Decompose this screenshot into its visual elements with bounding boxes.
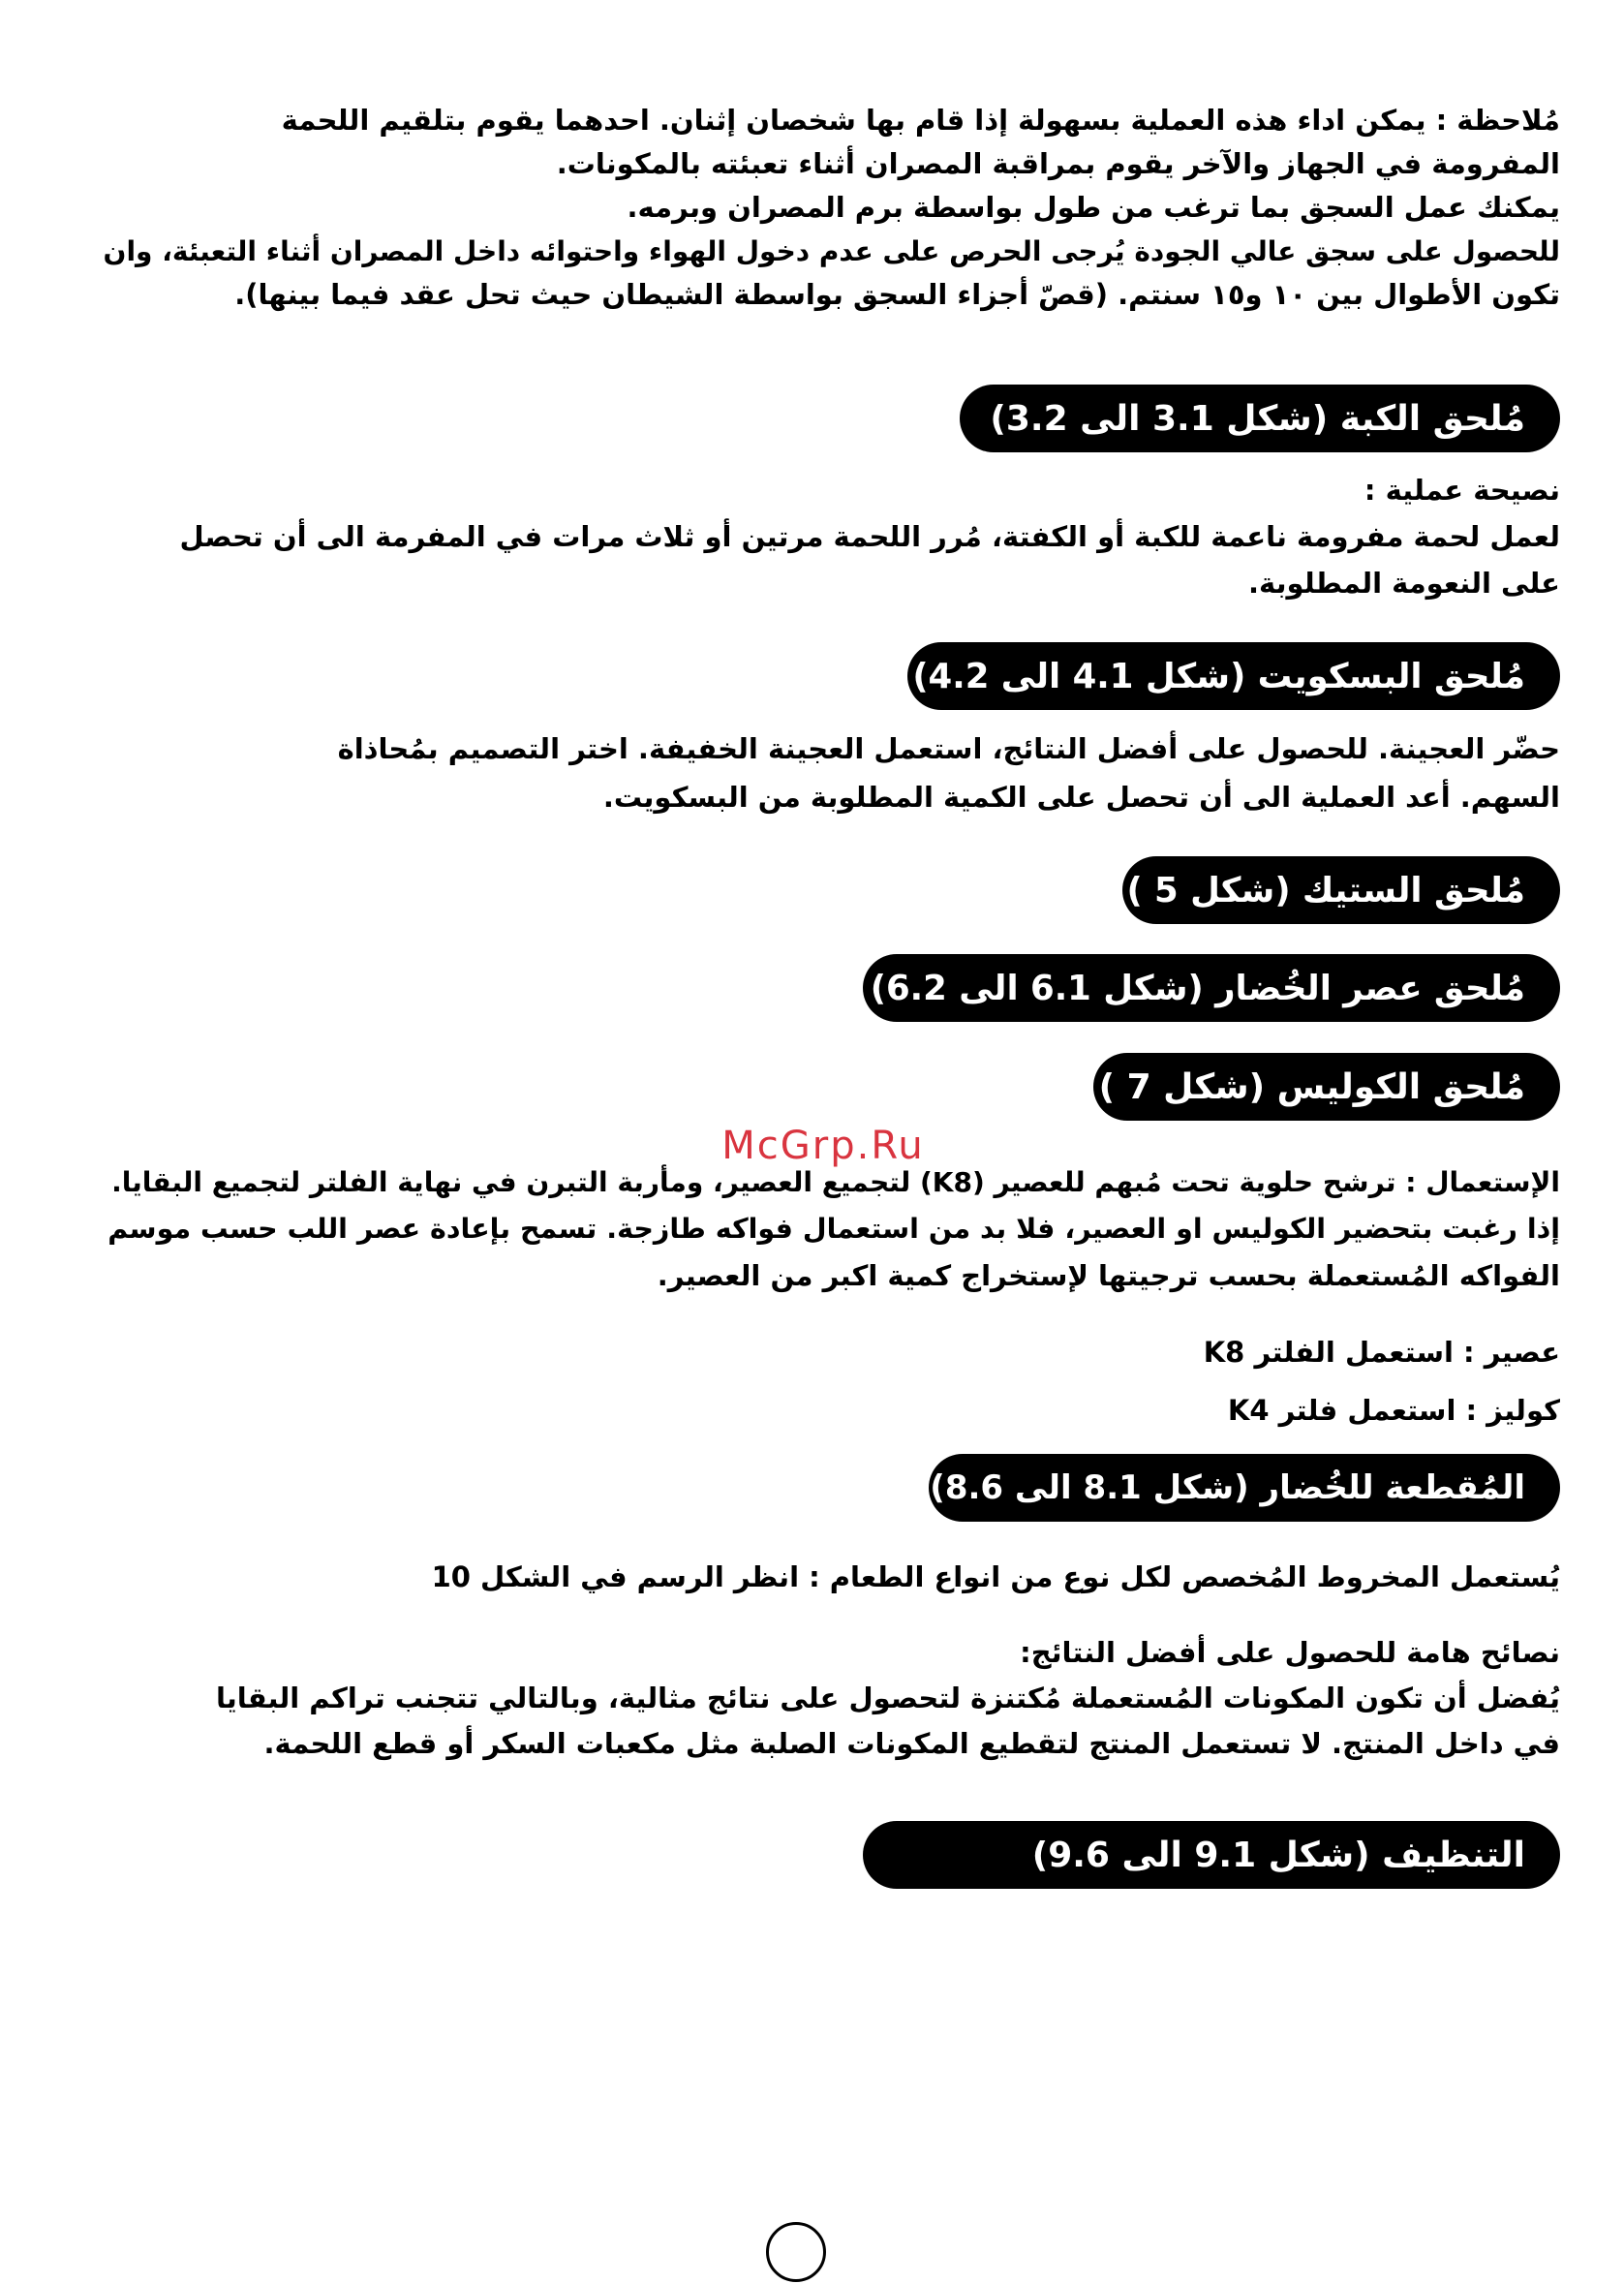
text-line: يُستعمل المخروط المُخصص لكل نوع من انواع الطعام : انظر الرسم في الشكل 10 (431, 1560, 1560, 1593)
section-heading-kibbeh: مُلحق الكبة (شكل 3.1 الى 3.2) (960, 385, 1560, 452)
watermark: McGrp.Ru (721, 1124, 925, 1168)
text-line: نصائح هامة للحصول على أفضل النتائج: (1020, 1636, 1560, 1669)
text-line: مُلاحظة : يمكن اداء هذه العملية بسهولة إذا قام بها شخصان إثنان. احدهما يقوم بتلقيم اللحمة (281, 104, 1560, 137)
section-heading-coulis: مُلحق الكوليس (شكل 7 ) (1093, 1053, 1560, 1121)
grater-use-paragraph (88, 1553, 1560, 1601)
text-line: تكون الأطوال بين ١٠ و١٥ سنتم. (قصّ أجزاء السجق بواسطة الشيطان حيث تحل عقد فيما بينها). (234, 278, 1560, 311)
text-line: نصيحة عملية : (1364, 474, 1560, 507)
grater-tips-paragraph (88, 1630, 1560, 1767)
section-heading-grater: المُقطعة للخُضار (شكل 8.1 الى 8.6) (929, 1454, 1560, 1522)
section-heading-biscuit: مُلحق البسكويت (شكل 4.1 الى 4.2) (907, 642, 1560, 710)
text-line: للحصول على سجق عالي الجودة يُرجى الحرص على عدم دخول الهواء واحتوائه داخل المصران أثناء التعبئة، وان (103, 235, 1560, 267)
filters-list (88, 1323, 1560, 1439)
kibbeh-tip-paragraph (88, 467, 1560, 606)
text-line: يُفضل أن تكون المكونات المُستعملة مُكتنزة لتحصول على نتائج مثالية، وبالتالي تتجنب تراكم البقايا (215, 1682, 1560, 1714)
note-paragraph (88, 99, 1560, 317)
text-line: حضّر العجينة. للحصول على أفضل النتائج، استعمل العجينة الخفيفة. اختر التصميم بمُحاذاة (337, 732, 1560, 765)
text-line: الفواكه المُستعملة بحسب ترجيتها لإستخراج كمية اكبر من العصير. (657, 1259, 1560, 1292)
text-line: إذا رغبت بتحضير الكوليس او العصير، فلا بد من استعمال فواكه طازجة. تسمح بإعادة عصر اللب حسب موسم (107, 1213, 1560, 1245)
text-line: كوليز : استعمل فلتر K4 (1227, 1394, 1560, 1427)
text-line: يمكنك عمل السجق بما ترغب من طول بواسطة برم المصران وبرمه. (627, 191, 1560, 224)
section-heading-steak: مُلحق الستيك (شكل 5 ) (1122, 856, 1560, 924)
section-heading-cleaning: التنظيف (شكل 9.1 الى 9.6) (863, 1821, 1560, 1889)
section-heading-citrus: مُلحق عصر الخُضار (شكل 6.1 الى 6.2) (863, 954, 1560, 1022)
text-line: الإستعمال : ترشح حلوية تحت مُبهم للعصير (K8) لتجميع العصير، ومأربة التبرن في نهاية الفلتر لتجميع البقايا. (111, 1166, 1560, 1198)
coulis-paragraph (88, 1159, 1560, 1299)
page-number (766, 2222, 826, 2282)
text-line: لعمل لحمة مفرومة ناعمة للكبة أو الكفتة، مُرر اللحمة مرتين أو ثلاث مرات في المفرمة الى أن تحصل (179, 520, 1560, 553)
text-line: السهم. أعد العملية الى أن تحصل على الكمية المطلوبة من البسكويت. (602, 781, 1560, 814)
text-line: عصير : استعمل الفلتر K8 (1203, 1336, 1560, 1369)
biscuit-paragraph (88, 725, 1560, 821)
text-line: على النعومة المطلوبة. (1248, 567, 1560, 600)
text-line: في داخل المنتج. لا تستعمل المنتج لتقطيع المكونات الصلبة مثل مكعبات السكر أو قطع اللحمة. (263, 1727, 1560, 1760)
text-line: المفرومة في الجهاز والآخر يقوم بمراقبة المصران أثناء تعبئته بالمكونات. (556, 147, 1560, 180)
